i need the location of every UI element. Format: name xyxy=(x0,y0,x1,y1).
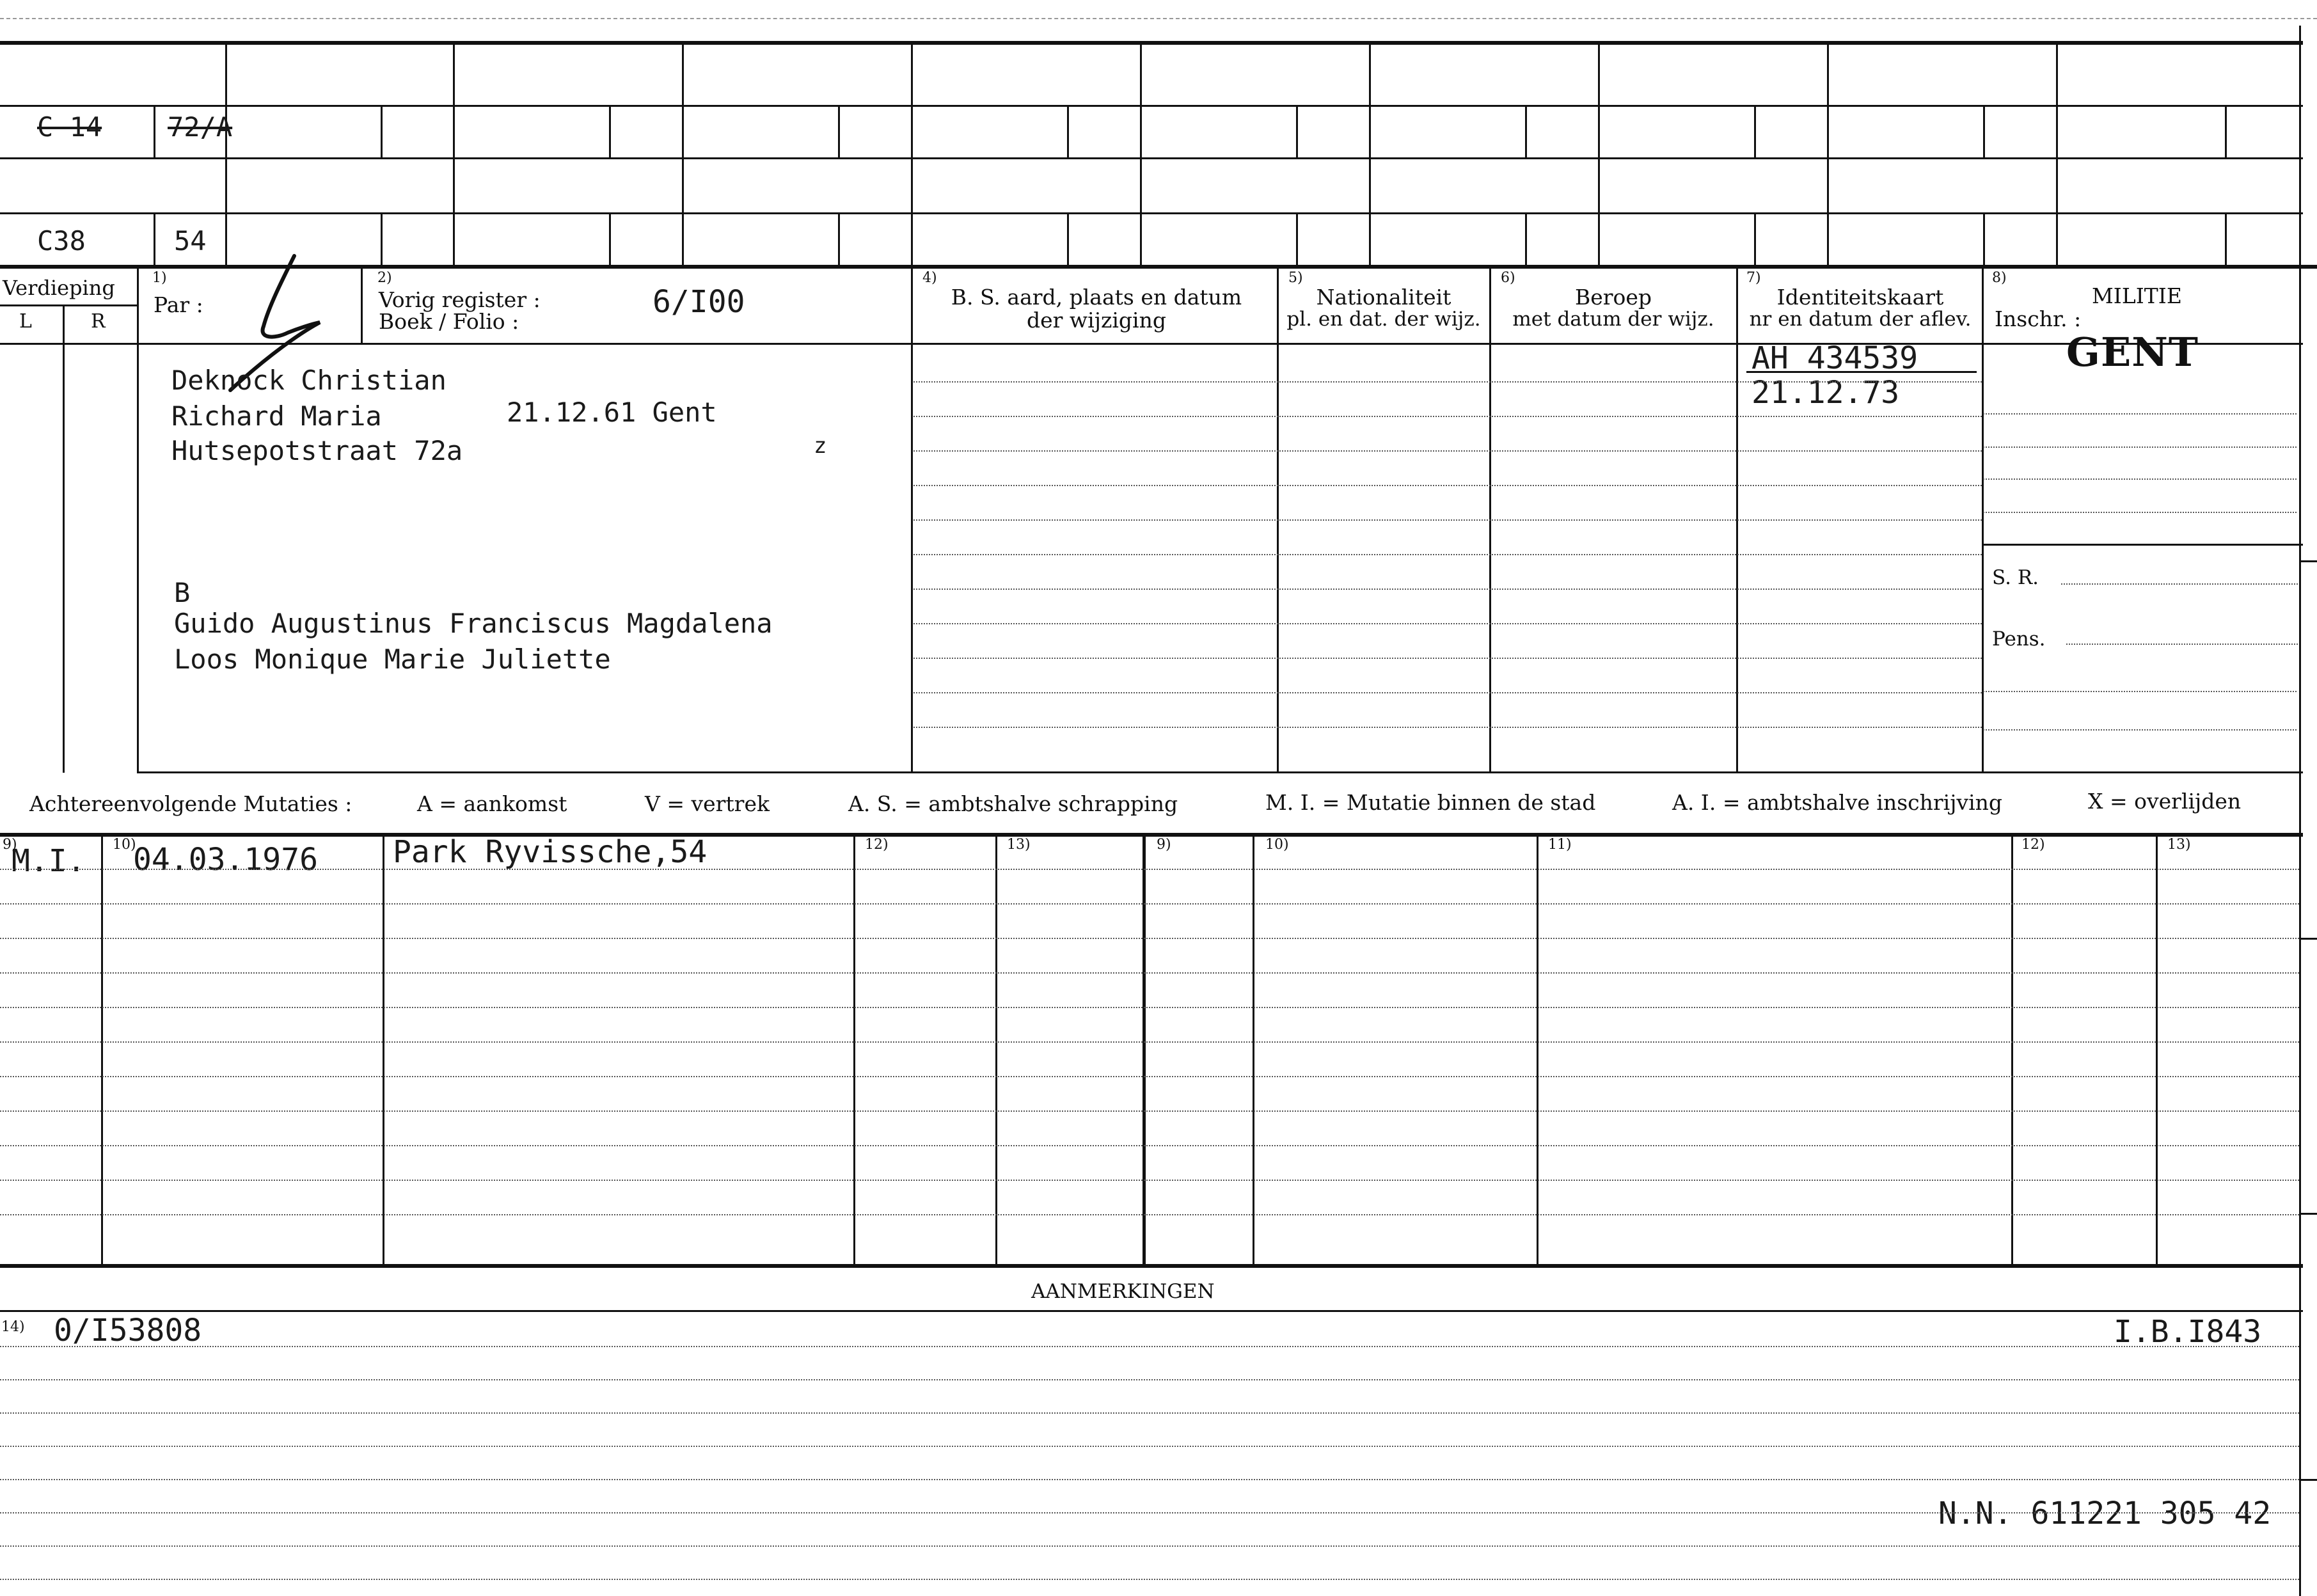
dotted-rule xyxy=(0,1145,2299,1146)
dotted-rule xyxy=(0,1110,2299,1112)
dotted-rule xyxy=(0,1412,2299,1414)
dotted-rule xyxy=(913,416,1982,417)
identity-card-number: AH 434539 xyxy=(1752,340,1918,376)
remarks-ib: I.B.I843 xyxy=(2114,1314,2262,1350)
col2-line2: Boek / Folio : xyxy=(379,309,519,334)
house-number: 54 xyxy=(174,225,207,257)
legend-v: V = vertrek xyxy=(645,791,770,816)
top-grid-v xyxy=(1369,41,1371,266)
dotted-rule xyxy=(0,1041,2299,1043)
mutations-bottom-line xyxy=(0,1264,2303,1268)
top-grid-v-short xyxy=(1983,105,1985,159)
mut-col-line xyxy=(853,834,855,1264)
col-line-4 xyxy=(911,269,913,773)
top-border xyxy=(0,41,2303,45)
legend-mi: M. I. = Mutatie binnen de stad xyxy=(1265,790,1596,815)
col4-num: 4) xyxy=(922,270,937,286)
remarks-ref: 0/I53808 xyxy=(54,1313,202,1348)
dotted-rule xyxy=(0,972,2299,974)
col-line-l xyxy=(63,304,65,773)
top-grid-v xyxy=(682,41,684,266)
col-line-6 xyxy=(1489,269,1491,773)
top-grid-v-short xyxy=(154,212,155,266)
top-grid-line-3 xyxy=(0,212,2303,214)
mut-h13b: 13) xyxy=(2167,837,2191,853)
dotted-rule xyxy=(913,589,1982,590)
col8-line2: Inschr. : xyxy=(1995,306,2082,331)
top-grid-v-short xyxy=(1067,212,1069,266)
legend-ai: A. I. = ambtshalve inschrijving xyxy=(1672,790,2003,815)
top-grid-v-short xyxy=(1525,105,1527,159)
top-grid-v-short xyxy=(609,212,611,266)
sr-label: S. R. xyxy=(1992,566,2039,589)
col7-line1: Identiteitskaart xyxy=(1776,285,1944,310)
top-grid-v-short xyxy=(1067,105,1069,159)
right-edge xyxy=(2299,26,2301,1596)
top-grid-v-short xyxy=(838,105,840,159)
col2-line1: Vorig register : xyxy=(379,287,541,312)
mut-h9: 9) xyxy=(3,837,17,853)
top-grid-v-short xyxy=(1296,212,1298,266)
top-grid-v-short xyxy=(1754,105,1756,159)
top-grid-v xyxy=(2056,41,2058,266)
mut-h13: 13) xyxy=(1007,837,1031,853)
verdieping-label: Verdieping xyxy=(3,276,115,300)
mut-h9b: 9) xyxy=(1157,837,1171,853)
dotted-rule xyxy=(0,1379,2299,1380)
col-line-r xyxy=(137,269,139,773)
top-grid-v-short xyxy=(1754,212,1756,266)
top-grid-v xyxy=(1140,41,1142,266)
main-body-bottom xyxy=(137,771,2303,773)
pens-dotted xyxy=(2066,644,2298,645)
mut-col-line xyxy=(1537,834,1538,1264)
militie-dotted xyxy=(1983,478,2297,480)
dotted-rule xyxy=(0,1180,2299,1181)
mut-col-line xyxy=(101,834,103,1264)
dotted-rule xyxy=(0,1007,2299,1008)
top-grid-v-short xyxy=(1983,212,1985,266)
remarks-nn: N.N. 611221 305 42 xyxy=(1938,1496,2272,1531)
militie-dotted xyxy=(1983,691,2297,692)
dotted-rule xyxy=(0,1545,2299,1547)
top-grid-v-short xyxy=(838,212,840,266)
edge-tick xyxy=(2299,560,2317,562)
remarks-title: AANMERKINGEN xyxy=(1031,1280,1215,1303)
col6-line1: Beroep xyxy=(1574,285,1652,310)
mut-h10: 10) xyxy=(113,837,136,853)
top-edge-line xyxy=(0,18,2317,19)
col4-line2: der wijziging xyxy=(1027,308,1166,333)
floor-l-label: L xyxy=(19,310,32,333)
person-marker: z xyxy=(814,433,827,459)
edge-tick xyxy=(2299,1479,2317,1481)
militie-dotted xyxy=(1983,446,2297,448)
old-code-b: 72/A xyxy=(168,111,233,143)
person-line1: Deknock Christian xyxy=(171,365,447,396)
dotted-rule xyxy=(0,1579,2299,1580)
dotted-rule xyxy=(0,1446,2299,1447)
col6-line2: met datum der wijz. xyxy=(1512,308,1714,331)
col5-line2: pl. en dat. der wijz. xyxy=(1286,308,1481,331)
dotted-rule xyxy=(0,903,2299,905)
mutations-top-line xyxy=(0,833,2303,837)
code: C38 xyxy=(37,225,86,257)
dotted-rule xyxy=(0,1479,2299,1480)
top-grid-v-short xyxy=(609,105,611,159)
militie-line xyxy=(1983,544,2303,546)
edge-tick xyxy=(2299,1213,2317,1215)
top-grid-v xyxy=(1827,41,1829,266)
mutation-row1-type: M.I. xyxy=(12,843,86,879)
dotted-rule xyxy=(0,938,2299,939)
edge-tick xyxy=(2299,938,2317,940)
mut-col-line xyxy=(2156,834,2158,1264)
mut-col-line xyxy=(2011,834,2013,1264)
col-line-7 xyxy=(1736,269,1738,773)
dotted-rule xyxy=(0,869,2299,870)
vorig-register-value: 6/I00 xyxy=(652,284,745,320)
dotted-rule xyxy=(913,519,1982,521)
dotted-rule xyxy=(913,623,1982,624)
dotted-rule xyxy=(913,692,1982,693)
col6-num: 6) xyxy=(1501,270,1515,286)
top-grid-v xyxy=(453,41,455,266)
top-grid-v xyxy=(225,41,227,266)
legend-x: X = overlijden xyxy=(2088,789,2242,814)
top-grid-v-short xyxy=(1525,212,1527,266)
top-grid-line-2 xyxy=(0,157,2303,159)
top-grid-v-short xyxy=(381,212,383,266)
col-line-5 xyxy=(1277,269,1279,773)
mut-h11b: 11) xyxy=(1548,837,1572,853)
mutation-row1-date: 04.03.1976 xyxy=(133,842,318,878)
mut-h12b: 12) xyxy=(2021,837,2045,853)
dotted-rule xyxy=(0,1346,2299,1347)
person-address: Hutsepotstraat 72a xyxy=(171,435,463,466)
col1-label: Par : xyxy=(154,292,203,317)
sr-dotted xyxy=(2061,583,2298,585)
militie-stamp: GENT xyxy=(2066,329,2199,375)
verdieping-split-line xyxy=(0,304,137,306)
legend-as: A. S. = ambtshalve schrapping xyxy=(848,791,1178,816)
militie-dotted xyxy=(1983,413,2297,415)
col2-num: 2) xyxy=(377,270,392,286)
mutation-row1-address: Park Ryvissche,54 xyxy=(393,834,708,870)
col8-line1: MILITIE xyxy=(2092,283,2182,308)
dotted-rule xyxy=(913,658,1982,659)
dotted-rule xyxy=(0,1214,2299,1215)
mut-h10b: 10) xyxy=(1265,837,1289,853)
mut-col-line xyxy=(383,834,384,1264)
top-grid-v xyxy=(911,41,913,266)
top-grid-v-short xyxy=(2225,105,2227,159)
militie-dotted xyxy=(1983,729,2297,731)
dotted-rule xyxy=(913,381,1982,383)
person-line2: Richard Maria xyxy=(171,400,382,432)
col7-num: 7) xyxy=(1746,270,1761,286)
pens-label: Pens. xyxy=(1992,628,2046,651)
person-birth: 21.12.61 Gent xyxy=(507,397,717,428)
dotted-rule xyxy=(0,1512,2299,1513)
top-grid-v-short xyxy=(1296,105,1298,159)
mut-col-line xyxy=(995,834,997,1264)
legend-title: Achtereenvolgende Mutaties : xyxy=(29,791,352,816)
father-name: Guido Augustinus Franciscus Magdalena xyxy=(174,608,773,639)
top-grid-line-1 xyxy=(0,105,2303,107)
floor-r-label: R xyxy=(91,310,106,333)
dotted-rule xyxy=(0,1076,2299,1077)
old-code-a: C 14 xyxy=(37,111,102,143)
mother-name: Loos Monique Marie Juliette xyxy=(174,644,611,675)
remarks-title-line xyxy=(0,1310,2303,1312)
dotted-rule xyxy=(913,554,1982,555)
parents-marker: B xyxy=(174,577,191,608)
top-grid-v-short xyxy=(2225,212,2227,266)
top-grid-v-short xyxy=(381,105,383,159)
col-line-8 xyxy=(1982,269,1984,773)
col7-line2: nr en datum der aflev. xyxy=(1749,308,1972,331)
identity-card-date: 21.12.73 xyxy=(1752,375,1900,411)
mut-h12: 12) xyxy=(865,837,889,853)
remarks-num: 14) xyxy=(1,1319,25,1335)
dotted-rule xyxy=(913,727,1982,728)
col5-line1: Nationaliteit xyxy=(1316,285,1451,310)
col8-num: 8) xyxy=(1992,270,2007,286)
top-grid-v xyxy=(1598,41,1600,266)
mut-col-divider xyxy=(1143,834,1146,1264)
mut-col-line xyxy=(1253,834,1254,1264)
col4-line1: B. S. aard, plaats en datum xyxy=(951,285,1242,310)
top-grid-v-short xyxy=(154,105,155,159)
militie-dotted xyxy=(1983,512,2297,513)
legend-a: A = aankomst xyxy=(417,791,567,816)
col-line-2 xyxy=(361,269,363,344)
dotted-rule xyxy=(913,485,1982,486)
col1-num: 1) xyxy=(152,270,167,286)
dotted-rule xyxy=(913,450,1982,452)
col5-num: 5) xyxy=(1288,270,1303,286)
